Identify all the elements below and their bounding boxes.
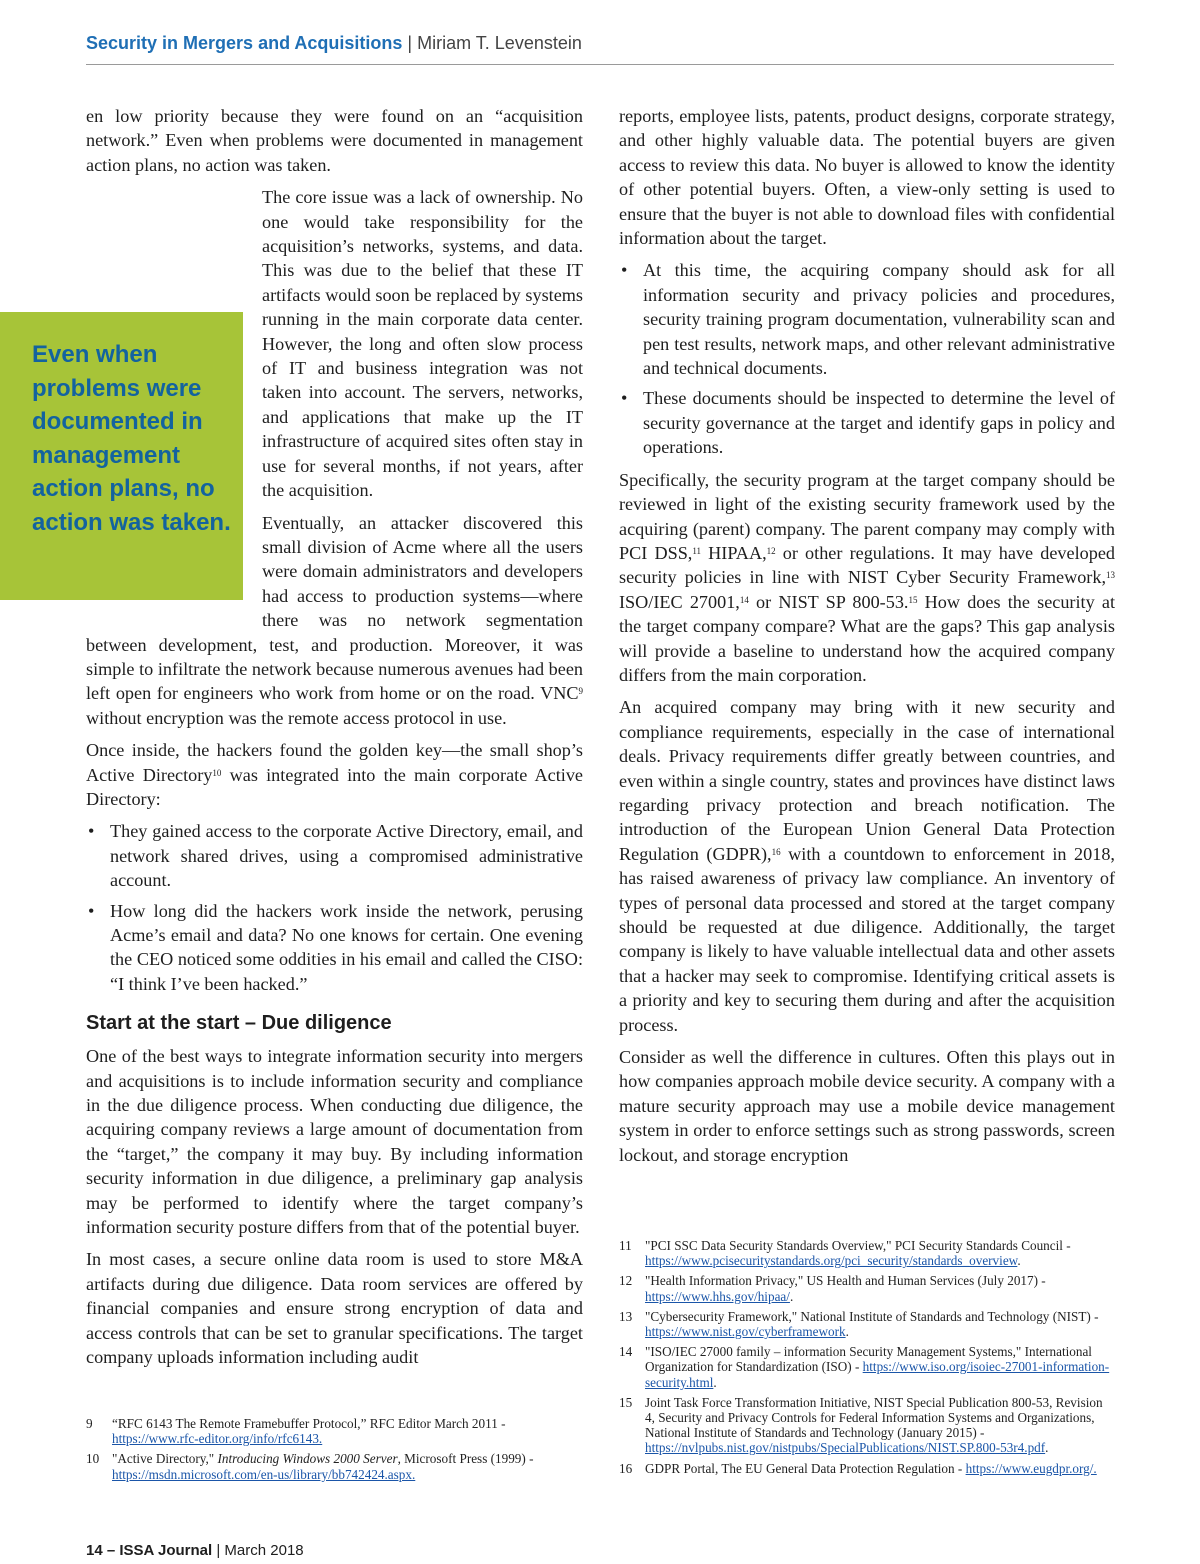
footnote-link[interactable]: https://nvlpubs.nist.gov/nistpubs/SpecialPublications/NIST.SP.800-53r4.pdf	[645, 1440, 1046, 1456]
list-item: • These documents should be inspected to determine the level of security governance at the target and identify gaps in policy and operations.	[619, 386, 1115, 459]
journal-name: ISSA Journal	[119, 1542, 213, 1559]
footnote-link[interactable]: https://msdn.microsoft.com/en-us/library/bb742424.aspx.	[112, 1466, 416, 1482]
footnote: 14 "ISO/IEC 27000 family – information Security Management Systems," International Organization for Standardization (ISO) - https://www.iso.org/isoiec-27001-information-security.html.	[619, 1344, 1110, 1390]
footnote-ref: 10	[212, 767, 222, 778]
paragraph: The core issue was a lack of ownership. No one would take responsibility for the acquisition’s networks, systems, and data. This was due to the belief that these IT artifacts would soon be replaced by systems running in the main corporate data center. However, the long and often slow process of IT and business integration was not taken into account. The servers, networks, and applications that make up the IT infrastructure of acquired sites often stay in use for several months, if not years, after the acquisition.	[262, 187, 583, 501]
header-separator: |	[407, 33, 413, 53]
header-title: Security in Mergers and Acquisitions	[86, 33, 403, 53]
issue-date: March 2018	[224, 1542, 304, 1559]
list-item: • They gained access to the corporate Active Directory, email, and network shared drives, using a compromised administrative account.	[86, 819, 583, 892]
footnote: 11 "PCI SSC Data Security Standards Overview," PCI Security Standards Council - https://www.pcisecuritystandards.org/pci_security/standards_overview.	[619, 1238, 1071, 1269]
page-number: 14	[86, 1542, 103, 1559]
section-heading: Start at the start – Due diligence	[86, 1012, 392, 1035]
footnote: 15 Joint Task Force Transformation Initiative, NIST Special Publication 800-53, Revision 4, Security and Privacy Controls for Federal Information Systems and Organizations, National Institute of Standards and Technology (January 2015) - https://nvlpubs.nist.gov/nistpubs/SpecialPublications/NIST.SP.800-53r4.pdf.	[619, 1394, 1103, 1456]
footnote-link[interactable]: https://www.hhs.gov/hipaa/	[645, 1288, 790, 1304]
header-rule	[86, 64, 1114, 65]
footnotes-right	[619, 1238, 1115, 1481]
paragraph: reports, employee lists, patents, product designs, corporate strategy, and other highly valuable data. The potential buyers are given access to review this data. No buyer is allowed to know the identity of other potential buyers. Often, a view-only setting is used to ensure that the buyer is not able to download files with confidential information about the target.	[619, 106, 1115, 249]
pull-quote-spacer	[86, 271, 262, 627]
footnotes-left	[86, 1416, 566, 1487]
footnote: 10 "Active Directory," Introducing Windows 2000 Server, Microsoft Press (1999) - https://msdn.microsoft.com/en-us/library/bb742424.aspx.	[86, 1451, 534, 1482]
footnote-link[interactable]: https://www.iso.org/isoiec-27001-information-security.html	[645, 1359, 1110, 1390]
running-header	[86, 33, 582, 54]
paragraph: Eventually, an attacker discovered this small division of Acme where all the users were domain administrators and developers had access to production systems—where there was no network segmentation between development, test, and production. Moreover, it was simple to infiltrate the network because numerous avenues had been left open for engineers who work from home or on the road. VNC$^9$ without encryption was the remote access protocol in use.	[86, 512, 583, 728]
page-footer: 14 – ISSA Journal | March 2018	[86, 1542, 304, 1559]
paragraph: Specifically, the security program at the target company should be reviewed in light of the existing security framework used by the acquiring (parent) company. The parent company may comply with PCI DSS,$^{11}$ HIPAA,$^{12}$ or other regulations. It may have developed security policies in line with NIST Cyber Security Framework,$^{13}$ ISO/IEC 27001,14 or NIST SP 800-53.15 How does the security at the target company compare? What are the gaps? This gap analysis will provide a baseline to understand how the acquired company differs from the main corporation.	[619, 469, 1116, 685]
paragraph: In most cases, a secure online data room is used to store M&A artifacts during due diligence. Data room services are offered by financial companies and ensure strong encryption of data and access controls that can be set to granular specifications. The target company uploads information including audit	[86, 1249, 583, 1368]
bullet-list	[86, 819, 583, 996]
footnote: 13 "Cybersecurity Framework," National Institute of Standards and Technology (NIST) - https://www.nist.gov/cyberframework.	[619, 1308, 1099, 1340]
pull-quote-text: Even when problems were documented in management action plans, no action was taken.	[32, 341, 231, 536]
footnote-link[interactable]: https://www.eugdpr.org/.	[965, 1460, 1097, 1476]
right-column	[619, 104, 1115, 1175]
footnote-ref: 9	[578, 686, 583, 697]
footnote: 9 “RFC 6143 The Remote Framebuffer Protocol,” RFC Editor March 2011 - https://www.rfc-editor.org/info/rfc6143.	[86, 1416, 506, 1447]
paragraph: One of the best ways to integrate information security into mergers and acquisitions is to include information security and compliance in the due diligence process. When conducting due diligence, the acquiring company reviews a large amount of documentation from the “target,” the company it may buy. By including information security information in due diligence, a preliminary gap analysis may be performed to identify where the target company’s information security posture differs from that of the potential buyer.	[86, 1046, 583, 1238]
left-column	[86, 104, 583, 1378]
footnote-link[interactable]: https://www.nist.gov/cyberframework	[645, 1324, 846, 1340]
paragraph: Consider as well the difference in cultures. Often this plays out in how companies approach mobile device security. A company with a mature security approach may use a mobile device management system in order to enforce settings such as strong passwords, screen lockout, and storage encryption	[619, 1047, 1115, 1165]
footnote: 12 "Health Information Privacy," US Health and Human Services (July 2017) - https://www.hhs.gov/hipaa/.	[619, 1273, 1046, 1304]
paragraph: en low priority because they were found on an “acquisition network.” Even when problems were documented in management action plans, no action was taken.	[86, 106, 583, 175]
paragraph: Once inside, the hackers found the golden key—the small shop’s Active Directory$^{10}$ was integrated into the main corporate Active Directory:	[86, 740, 583, 809]
paragraph: An acquired company may bring with it new security and compliance requirements, especially in the case of international deals. Privacy requirements differ greatly between countries, and even within a single country, states and provinces have distinct laws regarding privacy protection and breach notification. The introduction of the European Union General Data Protection Regulation (GDPR),$^{16}$ with a countdown to enforcement in 2018, has raised awareness of privacy law compliance. An inventory of types of personal data processed and stored at the target company should be requested at due diligence. Additionally, the target company is likely to have valuable intellectual data and other assets that a hacker may seek to compromise. Identifying critical assets is a priority and key to securing them during and after the acquisition process.	[619, 697, 1115, 1035]
list-item: • At this time, the acquiring company should ask for all information security and privacy policies and procedures, security training program documentation, vulnerability scan and pen test results, network maps, and other relevant administrative and technical documents.	[619, 258, 1115, 380]
header-author: Miriam T. Levenstein	[417, 33, 582, 53]
footnote-ref: 16	[771, 846, 781, 857]
footnote-link[interactable]: https://www.rfc-editor.org/info/rfc6143.	[112, 1431, 323, 1447]
list-item: • How long did the hackers work inside the network, perusing Acme’s email and data? No one knows for certain. One evening the CEO noticed some oddities in his email and called the CISO: “I think I’ve been hacked.”	[86, 899, 583, 997]
footnote-link[interactable]: https://www.pcisecuritystandards.org/pci_security/standards_overview	[645, 1253, 1018, 1269]
footnote: 16 GDPR Portal, The EU General Data Protection Regulation - https://www.eugdpr.org/.	[619, 1460, 1097, 1476]
bullet-list	[619, 258, 1115, 459]
